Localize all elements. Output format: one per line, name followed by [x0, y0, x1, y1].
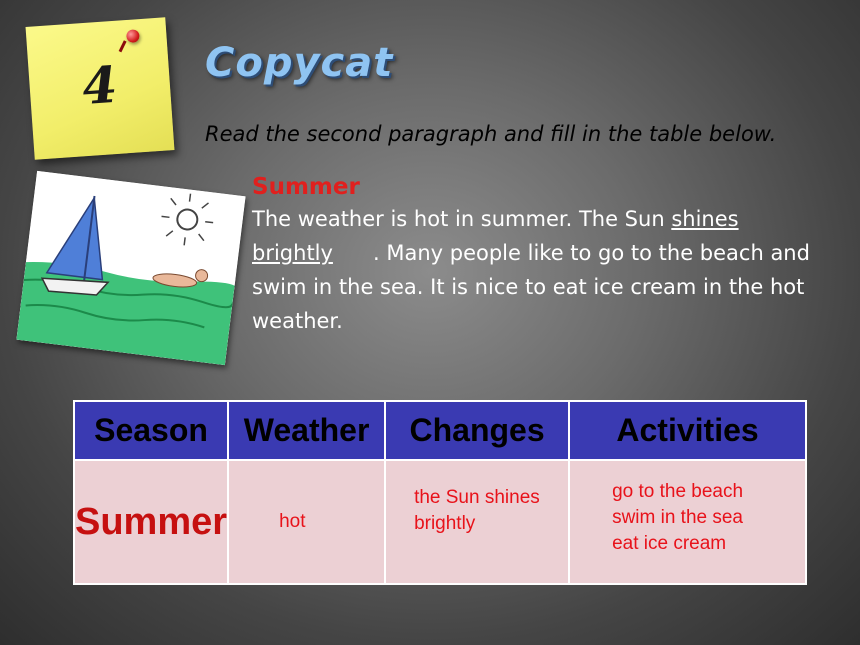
pushpin-needle — [119, 40, 127, 52]
header-activities: Activities — [569, 401, 806, 460]
activity-item: go to the beach — [612, 481, 744, 502]
paragraph-text-2: . Many people like to go to the beach and swim in the sea. It is nice to eat ice cream in the hot weather. — [252, 241, 810, 333]
slide-number: 4 — [80, 54, 120, 117]
header-changes: Changes — [385, 401, 569, 460]
header-season: Season — [74, 401, 228, 460]
slide-title: Copycat — [205, 40, 394, 86]
activity-item: eat ice cream — [612, 533, 727, 554]
season-cell: Summer — [74, 460, 228, 584]
paragraph-heading: Summer — [252, 174, 360, 200]
summer-paragraph — [252, 172, 822, 338]
sailboat-swimmer-illustration — [16, 171, 245, 365]
header-weather: Weather — [228, 401, 385, 460]
paragraph-text-1: The weather is hot in summer. The Sun — [252, 207, 672, 231]
activities-cell — [569, 460, 806, 584]
sticky-note — [26, 17, 175, 159]
pushpin-icon — [126, 29, 140, 43]
underlined-shines: shines — [671, 207, 739, 231]
changes-cell — [385, 460, 569, 584]
activity-item: swim in the sea — [612, 507, 744, 528]
paragraph-body — [252, 202, 822, 338]
changes-line: the Sun shines — [414, 487, 540, 508]
weather-cell: hot — [228, 460, 385, 584]
instruction-text: Read the second paragraph and fill in the table below. — [205, 122, 777, 146]
underlined-brightly: brightly — [252, 241, 333, 265]
table-row — [74, 460, 806, 584]
changes-line: brightly — [414, 513, 476, 534]
table-header-row — [74, 401, 806, 460]
season-table — [73, 400, 807, 585]
summer-illustration — [16, 171, 245, 365]
